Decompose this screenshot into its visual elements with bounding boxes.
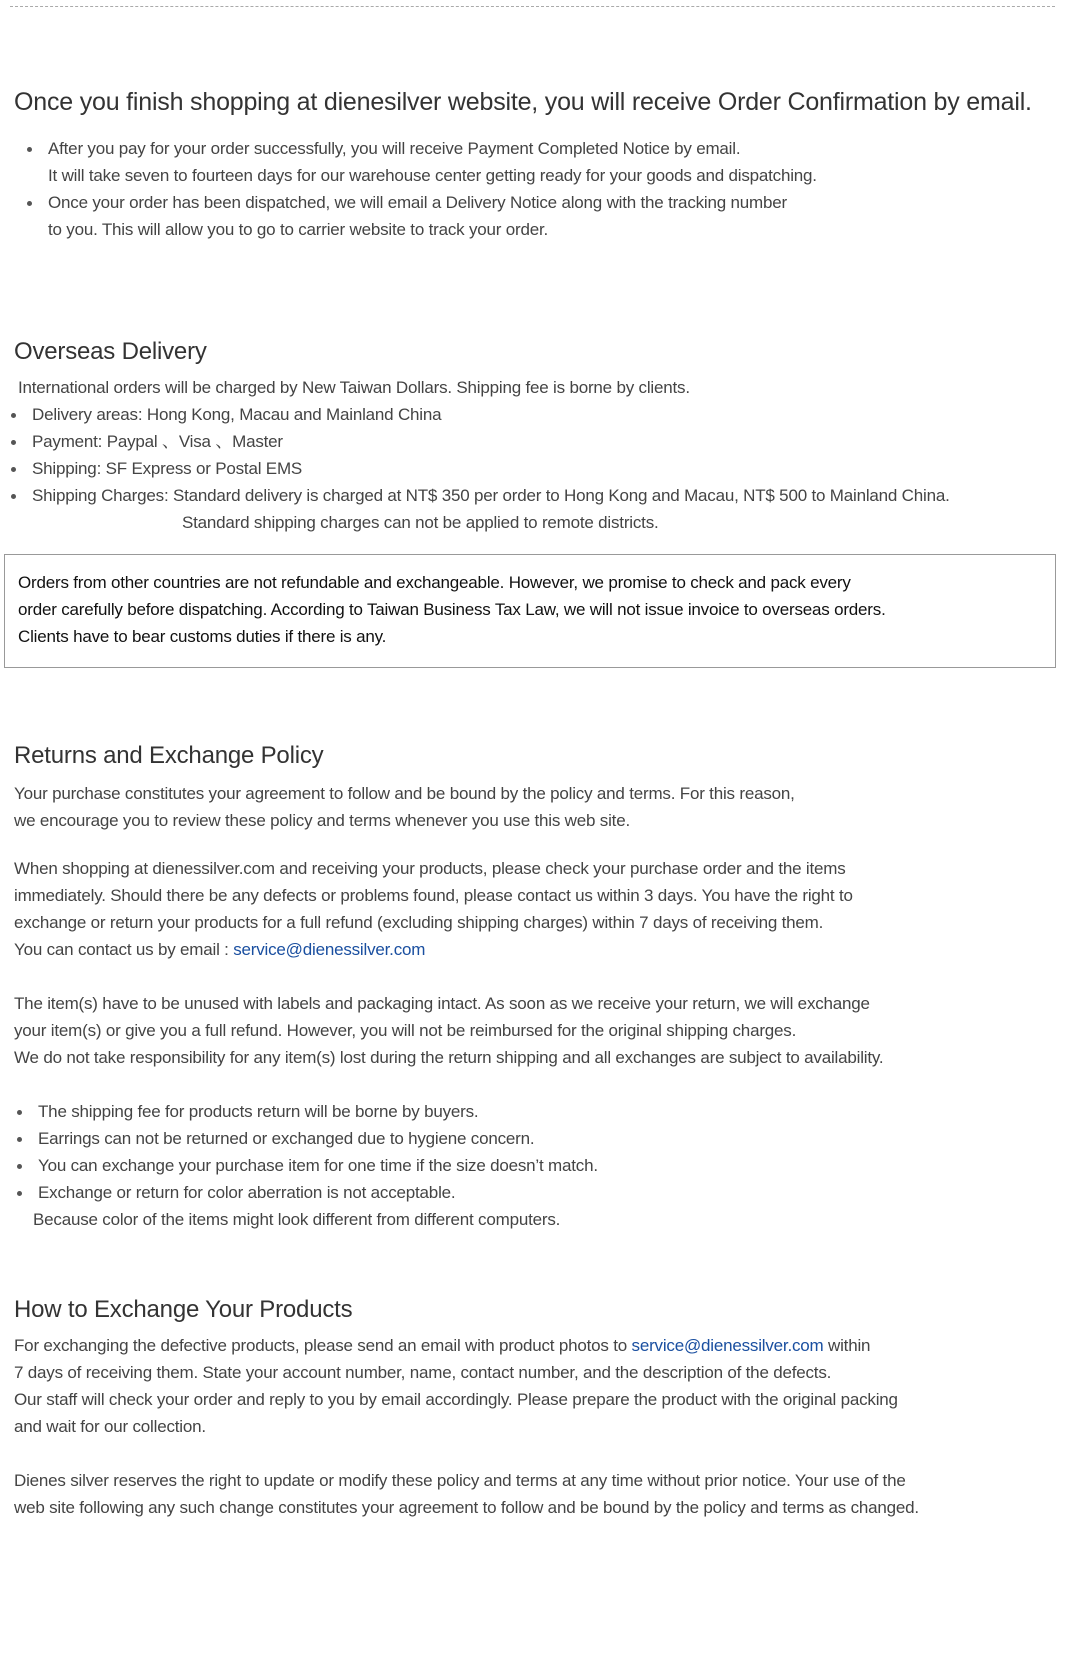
overseas-delivery-section: Overseas Delivery International orders will be charged by New Taiwan Dollars. Shipping fee is borne by clients. Delivery areas: Hong Kong, Macau and Mainland China Payment: Paypal 、Visa 、Master Shipping: SF Express or Postal EMS Shipping Charges: Standard delivery is charged at NT$ 350 per order to Hong Kong and Macau, NT$ 500 to Mainland China. Standard shipping charges can not be applied to remote districts. bbox=[14, 338, 1057, 536]
list-item: The shipping fee for products return will be borne by buyers. bbox=[14, 1098, 1057, 1125]
email-link[interactable]: service@dienessilver.com bbox=[631, 1336, 824, 1355]
list-item: Once your order has been dispatched, we will email a Delivery Notice along with the tracking number to you. This will allow you to go to carrier website to track your order. bbox=[24, 189, 1057, 243]
list-item: Delivery areas: Hong Kong, Macau and Mainland China bbox=[8, 401, 1057, 428]
overseas-notice-box: Orders from other countries are not refundable and exchangeable. However, we promise to check and pack every order carefully before dispatching. According to Taiwan Business Tax Law, we will not issue invoice to overseas orders. Clients have to bear customs duties if there is any. bbox=[4, 554, 1056, 668]
dashed-divider bbox=[10, 6, 1055, 7]
order-confirmation-section bbox=[14, 88, 1057, 243]
section-heading: Overseas Delivery bbox=[14, 338, 207, 365]
email-link[interactable]: service@dienessilver.com bbox=[233, 940, 426, 959]
overseas-intro: International orders will be charged by New Taiwan Dollars. Shipping fee is borne by clients. bbox=[18, 378, 690, 397]
list-item: After you pay for your order successfully, you will receive Payment Completed Notice by email. It will take seven to fourteen days for our warehouse center getting ready for your goods and dispatching. bbox=[24, 135, 1057, 189]
list-item: Shipping: SF Express or Postal EMS bbox=[8, 455, 1057, 482]
exchange-section: How to Exchange Your Products For exchanging the defective products, please send an email with product photos to service@dienessilver.com within 7 days of receiving them. State your account number, name, contact number, and the description of the defects. Our staff will check your order and reply to you by email accordingly. Please prepare the product with the original packing and wait for our collection. Dienes silver reserves the right to update or modify these policy and terms at any time without prior notice. Your use of the web site following any such change constitutes your agreement to follow and be bound by the policy and terms as changed. bbox=[14, 1296, 1057, 1521]
section-heading: Returns and Exchange Policy bbox=[14, 742, 324, 769]
list-item: Shipping Charges: Standard delivery is charged at NT$ 350 per order to Hong Kong and Macau, NT$ 500 to Mainland China. bbox=[8, 482, 1057, 509]
list-item: Payment: Paypal 、Visa 、Master bbox=[8, 428, 1057, 455]
list-item: You can exchange your purchase item for one time if the size doesn’t match. bbox=[14, 1152, 1057, 1179]
returns-section: Returns and Exchange Policy Your purchase constitutes your agreement to follow and be bound by the policy and terms. For this reason, we encourage you to review these policy and terms whenever you use this web site. When shopping at dienessilver.com and receiving your products, please check your purchase order and the items immediately. Should there be any defects or problems found, please contact us within 3 days. You have the right to exchange or return your products for a full refund (excluding shipping charges) within 7 days of receiving them. You can contact us by email : service@dienessilver.com The item(s) have to be unused with labels and packaging intact. As soon as we receive your return, we will exchange your item(s) or give you a full refund. However, you will not be reimbursed for the original shipping charges. We do not take responsibility for any item(s) lost during the return shipping and all exchanges are subject to availability. The shipping fee for products return will be borne by buyers. Earrings can not be returned or exchanged due to hygiene concern. You can exchange your purchase item for one time if the size doesn’t match. Exchange or return for color aberration is not acceptable. Because color of the items might look different from different computers. bbox=[14, 742, 1057, 1233]
section-heading: How to Exchange Your Products bbox=[14, 1296, 353, 1323]
list-item: Exchange or return for color aberration is not acceptable. bbox=[14, 1179, 1057, 1206]
list-item: Earrings can not be returned or exchanged due to hygiene concern. bbox=[14, 1125, 1057, 1152]
section-heading: Once you finish shopping at dienesilver website, you will receive Order Confirmation by email. bbox=[14, 88, 1032, 116]
